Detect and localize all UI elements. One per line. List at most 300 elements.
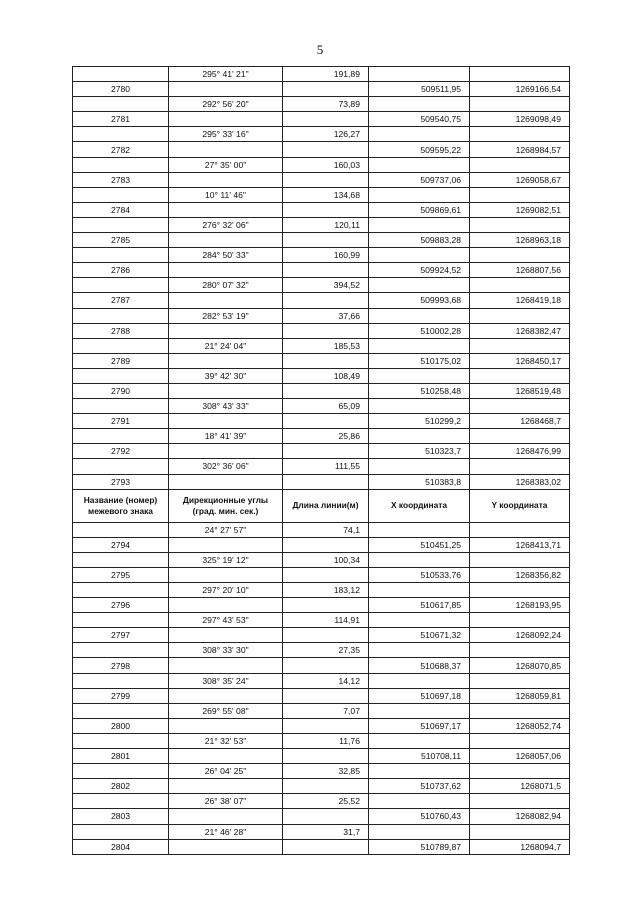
line-length-cell [283, 628, 369, 643]
point-name-cell [73, 187, 169, 202]
line-length-cell: 100,34 [283, 552, 369, 567]
y-coordinate-cell: 1269098,49 [470, 112, 570, 127]
point-name-cell [73, 703, 169, 718]
direction-angle-cell: 284° 50' 33" [169, 248, 283, 263]
header-name: Название (номер) межевого знака [73, 489, 169, 522]
point-name-cell: 2796 [73, 598, 169, 613]
x-coordinate-cell: 510258,48 [369, 383, 470, 398]
direction-angle-cell: 27° 35' 00" [169, 157, 283, 172]
point-name-cell [73, 308, 169, 323]
x-coordinate-cell [369, 157, 470, 172]
line-length-cell: 7,07 [283, 703, 369, 718]
point-name-cell: 2800 [73, 718, 169, 733]
x-coordinate-cell [369, 583, 470, 598]
x-coordinate-cell: 510533,76 [369, 567, 470, 582]
point-name-cell [73, 248, 169, 263]
point-row [73, 809, 570, 824]
x-coordinate-cell [369, 97, 470, 112]
x-coordinate-cell [369, 794, 470, 809]
direction-angle-cell [169, 82, 283, 97]
direction-angle-cell: 10° 11' 46" [169, 187, 283, 202]
line-length-cell [283, 142, 369, 157]
direction-angle-cell [169, 779, 283, 794]
point-row [73, 202, 570, 217]
line-length-cell [283, 779, 369, 794]
point-row [73, 688, 570, 703]
segment-row [73, 643, 570, 658]
segment-row [73, 248, 570, 263]
segment-row [73, 399, 570, 414]
x-coordinate-cell [369, 127, 470, 142]
header-length: Длина линии(м) [283, 489, 369, 522]
y-coordinate-cell: 1269166,54 [470, 82, 570, 97]
line-length-cell: 31,7 [283, 824, 369, 839]
line-length-cell: 73,89 [283, 97, 369, 112]
y-coordinate-cell [470, 187, 570, 202]
direction-angle-cell: 276° 32' 06" [169, 217, 283, 232]
point-name-cell: 2804 [73, 839, 169, 854]
point-row [73, 628, 570, 643]
y-coordinate-cell: 1268382,47 [470, 323, 570, 338]
line-length-cell [283, 474, 369, 489]
direction-angle-cell [169, 233, 283, 248]
y-coordinate-cell [470, 248, 570, 263]
point-row [73, 598, 570, 613]
y-coordinate-cell [470, 733, 570, 748]
y-coordinate-cell [470, 217, 570, 232]
direction-angle-cell [169, 353, 283, 368]
coordinates-table [72, 66, 570, 855]
x-coordinate-cell: 510708,11 [369, 749, 470, 764]
segment-row [73, 794, 570, 809]
line-length-cell [283, 202, 369, 217]
point-name-cell: 2782 [73, 142, 169, 157]
point-name-cell [73, 794, 169, 809]
direction-angle-cell: 308° 35' 24" [169, 673, 283, 688]
y-coordinate-cell: 1268052,74 [470, 718, 570, 733]
segment-row [73, 613, 570, 628]
direction-angle-cell [169, 383, 283, 398]
direction-angle-cell [169, 263, 283, 278]
point-name-cell: 2798 [73, 658, 169, 673]
point-name-cell [73, 673, 169, 688]
point-name-cell [73, 429, 169, 444]
point-row [73, 567, 570, 582]
point-name-cell: 2788 [73, 323, 169, 338]
point-row [73, 82, 570, 97]
y-coordinate-cell [470, 552, 570, 567]
point-row [73, 414, 570, 429]
y-coordinate-cell: 1269058,67 [470, 172, 570, 187]
direction-angle-cell: 308° 43' 33" [169, 399, 283, 414]
direction-angle-cell: 297° 43' 53" [169, 613, 283, 628]
point-name-cell [73, 552, 169, 567]
line-length-cell [283, 353, 369, 368]
header-y: Y координата [470, 489, 570, 522]
direction-angle-cell: 325° 19' 12" [169, 552, 283, 567]
y-coordinate-cell [470, 97, 570, 112]
line-length-cell: 394,52 [283, 278, 369, 293]
point-row [73, 474, 570, 489]
table-header-row [73, 489, 570, 522]
y-coordinate-cell [470, 308, 570, 323]
direction-angle-cell [169, 414, 283, 429]
page-number: 5 [316, 42, 324, 57]
y-coordinate-cell: 1268094,7 [470, 839, 570, 854]
y-coordinate-cell: 1268071,5 [470, 779, 570, 794]
direction-angle-cell: 24° 27' 57" [169, 522, 283, 537]
segment-row [73, 67, 570, 82]
line-length-cell: 185,53 [283, 338, 369, 353]
segment-row [73, 824, 570, 839]
point-name-cell [73, 613, 169, 628]
point-row [73, 172, 570, 187]
point-name-cell [73, 338, 169, 353]
y-coordinate-cell: 1268476,99 [470, 444, 570, 459]
y-coordinate-cell [470, 368, 570, 383]
line-length-cell [283, 839, 369, 854]
x-coordinate-cell: 510760,43 [369, 809, 470, 824]
x-coordinate-cell [369, 824, 470, 839]
line-length-cell [283, 293, 369, 308]
point-row [73, 383, 570, 398]
segment-row [73, 338, 570, 353]
line-length-cell: 111,55 [283, 459, 369, 474]
direction-angle-cell: 297° 20' 10" [169, 583, 283, 598]
point-row [73, 749, 570, 764]
y-coordinate-cell: 1268519,48 [470, 383, 570, 398]
direction-angle-cell: 292° 56' 20" [169, 97, 283, 112]
x-coordinate-cell [369, 308, 470, 323]
y-coordinate-cell: 1268092,24 [470, 628, 570, 643]
segment-row [73, 522, 570, 537]
point-name-cell [73, 459, 169, 474]
segment-row [73, 127, 570, 142]
direction-angle-cell: 302° 36' 06" [169, 459, 283, 474]
point-name-cell: 2792 [73, 444, 169, 459]
line-length-cell: 25,52 [283, 794, 369, 809]
y-coordinate-cell [470, 278, 570, 293]
y-coordinate-cell: 1268963,18 [470, 233, 570, 248]
point-row [73, 233, 570, 248]
y-coordinate-cell [470, 673, 570, 688]
direction-angle-cell: 280° 07' 32" [169, 278, 283, 293]
x-coordinate-cell: 510789,87 [369, 839, 470, 854]
direction-angle-cell [169, 749, 283, 764]
point-name-cell [73, 399, 169, 414]
point-name-cell: 2793 [73, 474, 169, 489]
point-name-cell: 2781 [73, 112, 169, 127]
line-length-cell: 114,91 [283, 613, 369, 628]
x-coordinate-cell: 509540,75 [369, 112, 470, 127]
y-coordinate-cell [470, 338, 570, 353]
line-length-cell [283, 598, 369, 613]
line-length-cell: 14,12 [283, 673, 369, 688]
x-coordinate-cell: 510323,7 [369, 444, 470, 459]
point-name-cell: 2794 [73, 537, 169, 552]
x-coordinate-cell: 510688,37 [369, 658, 470, 673]
line-length-cell [283, 444, 369, 459]
point-row [73, 839, 570, 854]
point-name-cell: 2786 [73, 263, 169, 278]
direction-angle-cell: 26° 04' 25" [169, 764, 283, 779]
line-length-cell [283, 688, 369, 703]
x-coordinate-cell: 510697,18 [369, 688, 470, 703]
header-angle: Дирекционные углы (град. мин. сек.) [169, 489, 283, 522]
direction-angle-cell: 295° 33' 16" [169, 127, 283, 142]
x-coordinate-cell [369, 703, 470, 718]
y-coordinate-cell [470, 67, 570, 82]
x-coordinate-cell: 509595,22 [369, 142, 470, 157]
y-coordinate-cell [470, 399, 570, 414]
point-name-cell: 2789 [73, 353, 169, 368]
line-length-cell: 120,11 [283, 217, 369, 232]
point-name-cell: 2787 [73, 293, 169, 308]
line-length-cell: 183,12 [283, 583, 369, 598]
x-coordinate-cell [369, 368, 470, 383]
line-length-cell [283, 567, 369, 582]
segment-row [73, 217, 570, 232]
y-coordinate-cell: 1268468,7 [470, 414, 570, 429]
direction-angle-cell [169, 628, 283, 643]
x-coordinate-cell: 509883,28 [369, 233, 470, 248]
line-length-cell [283, 809, 369, 824]
coordinates-table-body [73, 67, 570, 855]
x-coordinate-cell: 510697,17 [369, 718, 470, 733]
y-coordinate-cell: 1268070,85 [470, 658, 570, 673]
direction-angle-cell [169, 567, 283, 582]
line-length-cell [283, 749, 369, 764]
direction-angle-cell [169, 202, 283, 217]
point-name-cell [73, 583, 169, 598]
point-row [73, 142, 570, 157]
point-row [73, 353, 570, 368]
y-coordinate-cell [470, 522, 570, 537]
y-coordinate-cell [470, 824, 570, 839]
x-coordinate-cell [369, 248, 470, 263]
x-coordinate-cell [369, 429, 470, 444]
direction-angle-cell: 18° 41' 39" [169, 429, 283, 444]
direction-angle-cell [169, 323, 283, 338]
line-length-cell [283, 414, 369, 429]
y-coordinate-cell: 1268057,06 [470, 749, 570, 764]
x-coordinate-cell [369, 733, 470, 748]
line-length-cell [283, 718, 369, 733]
direction-angle-cell [169, 537, 283, 552]
line-length-cell: 134,68 [283, 187, 369, 202]
direction-angle-cell [169, 809, 283, 824]
segment-row [73, 308, 570, 323]
x-coordinate-cell: 509737,06 [369, 172, 470, 187]
point-name-cell: 2780 [73, 82, 169, 97]
x-coordinate-cell [369, 338, 470, 353]
line-length-cell: 74,1 [283, 522, 369, 537]
point-name-cell [73, 733, 169, 748]
y-coordinate-cell: 1268059,81 [470, 688, 570, 703]
line-length-cell: 27,35 [283, 643, 369, 658]
point-name-cell [73, 643, 169, 658]
y-coordinate-cell: 1268383,02 [470, 474, 570, 489]
direction-angle-cell [169, 172, 283, 187]
line-length-cell [283, 82, 369, 97]
y-coordinate-cell: 1268193,95 [470, 598, 570, 613]
point-name-cell: 2790 [73, 383, 169, 398]
x-coordinate-cell: 510002,28 [369, 323, 470, 338]
y-coordinate-cell [470, 583, 570, 598]
direction-angle-cell [169, 444, 283, 459]
segment-row [73, 278, 570, 293]
point-row [73, 718, 570, 733]
line-length-cell: 191,89 [283, 67, 369, 82]
point-name-cell: 2784 [73, 202, 169, 217]
line-length-cell: 160,03 [283, 157, 369, 172]
segment-row [73, 583, 570, 598]
segment-row [73, 157, 570, 172]
direction-angle-cell [169, 658, 283, 673]
point-name-cell [73, 522, 169, 537]
x-coordinate-cell: 509993,68 [369, 293, 470, 308]
point-row [73, 779, 570, 794]
point-name-cell [73, 278, 169, 293]
direction-angle-cell [169, 718, 283, 733]
point-name-cell [73, 217, 169, 232]
point-name-cell: 2799 [73, 688, 169, 703]
line-length-cell [283, 383, 369, 398]
y-coordinate-cell: 1268450,17 [470, 353, 570, 368]
line-length-cell: 108,49 [283, 368, 369, 383]
x-coordinate-cell [369, 187, 470, 202]
x-coordinate-cell [369, 552, 470, 567]
direction-angle-cell [169, 112, 283, 127]
point-row [73, 323, 570, 338]
x-coordinate-cell: 510737,62 [369, 779, 470, 794]
line-length-cell [283, 263, 369, 278]
y-coordinate-cell: 1269082,51 [470, 202, 570, 217]
point-row [73, 263, 570, 278]
y-coordinate-cell [470, 794, 570, 809]
x-coordinate-cell: 509511,95 [369, 82, 470, 97]
y-coordinate-cell [470, 764, 570, 779]
point-name-cell: 2795 [73, 567, 169, 582]
direction-angle-cell [169, 688, 283, 703]
x-coordinate-cell [369, 764, 470, 779]
line-length-cell: 37,66 [283, 308, 369, 323]
x-coordinate-cell [369, 278, 470, 293]
x-coordinate-cell [369, 673, 470, 688]
segment-row [73, 429, 570, 444]
x-coordinate-cell [369, 217, 470, 232]
x-coordinate-cell [369, 613, 470, 628]
y-coordinate-cell [470, 429, 570, 444]
point-name-cell: 2803 [73, 809, 169, 824]
line-length-cell: 11,76 [283, 733, 369, 748]
y-coordinate-cell: 1268413,71 [470, 537, 570, 552]
direction-angle-cell [169, 474, 283, 489]
line-length-cell [283, 172, 369, 187]
line-length-cell [283, 112, 369, 127]
x-coordinate-cell: 510175,02 [369, 353, 470, 368]
y-coordinate-cell: 1268082,94 [470, 809, 570, 824]
y-coordinate-cell: 1268419,18 [470, 293, 570, 308]
line-length-cell: 32,85 [283, 764, 369, 779]
direction-angle-cell: 21° 24' 04" [169, 338, 283, 353]
point-name-cell [73, 97, 169, 112]
line-length-cell [283, 323, 369, 338]
x-coordinate-cell: 510617,85 [369, 598, 470, 613]
point-name-cell: 2783 [73, 172, 169, 187]
x-coordinate-cell [369, 399, 470, 414]
line-length-cell [283, 537, 369, 552]
line-length-cell: 65,09 [283, 399, 369, 414]
x-coordinate-cell: 509924,52 [369, 263, 470, 278]
point-name-cell [73, 824, 169, 839]
point-row [73, 444, 570, 459]
direction-angle-cell: 26° 38' 07" [169, 794, 283, 809]
segment-row [73, 187, 570, 202]
direction-angle-cell [169, 839, 283, 854]
point-row [73, 293, 570, 308]
segment-row [73, 552, 570, 567]
direction-angle-cell: 39° 42' 30" [169, 368, 283, 383]
y-coordinate-cell: 1268807,56 [470, 263, 570, 278]
direction-angle-cell: 295° 41' 21" [169, 67, 283, 82]
x-coordinate-cell: 510671,32 [369, 628, 470, 643]
direction-angle-cell: 21° 46' 28" [169, 824, 283, 839]
segment-row [73, 97, 570, 112]
point-name-cell: 2797 [73, 628, 169, 643]
segment-row [73, 459, 570, 474]
point-name-cell: 2785 [73, 233, 169, 248]
segment-row [73, 673, 570, 688]
line-length-cell: 25,86 [283, 429, 369, 444]
direction-angle-cell [169, 598, 283, 613]
y-coordinate-cell [470, 157, 570, 172]
point-name-cell [73, 67, 169, 82]
x-coordinate-cell: 510451,25 [369, 537, 470, 552]
direction-angle-cell [169, 293, 283, 308]
direction-angle-cell [169, 142, 283, 157]
y-coordinate-cell [470, 459, 570, 474]
line-length-cell [283, 658, 369, 673]
direction-angle-cell: 282° 53' 19" [169, 308, 283, 323]
x-coordinate-cell: 510299,2 [369, 414, 470, 429]
y-coordinate-cell [470, 643, 570, 658]
segment-row [73, 764, 570, 779]
x-coordinate-cell: 509869,61 [369, 202, 470, 217]
direction-angle-cell: 269° 55' 08" [169, 703, 283, 718]
point-name-cell: 2791 [73, 414, 169, 429]
direction-angle-cell: 308° 33' 30" [169, 643, 283, 658]
y-coordinate-cell: 1268356,82 [470, 567, 570, 582]
point-name-cell [73, 368, 169, 383]
y-coordinate-cell: 1268984,57 [470, 142, 570, 157]
point-row [73, 537, 570, 552]
line-length-cell [283, 233, 369, 248]
line-length-cell: 160,99 [283, 248, 369, 263]
segment-row [73, 703, 570, 718]
x-coordinate-cell [369, 67, 470, 82]
x-coordinate-cell [369, 459, 470, 474]
header-x: X координата [369, 489, 470, 522]
x-coordinate-cell [369, 643, 470, 658]
point-name-cell: 2801 [73, 749, 169, 764]
point-row [73, 658, 570, 673]
segment-row [73, 368, 570, 383]
x-coordinate-cell [369, 522, 470, 537]
line-length-cell: 126,27 [283, 127, 369, 142]
point-row [73, 112, 570, 127]
direction-angle-cell: 21° 32' 53" [169, 733, 283, 748]
